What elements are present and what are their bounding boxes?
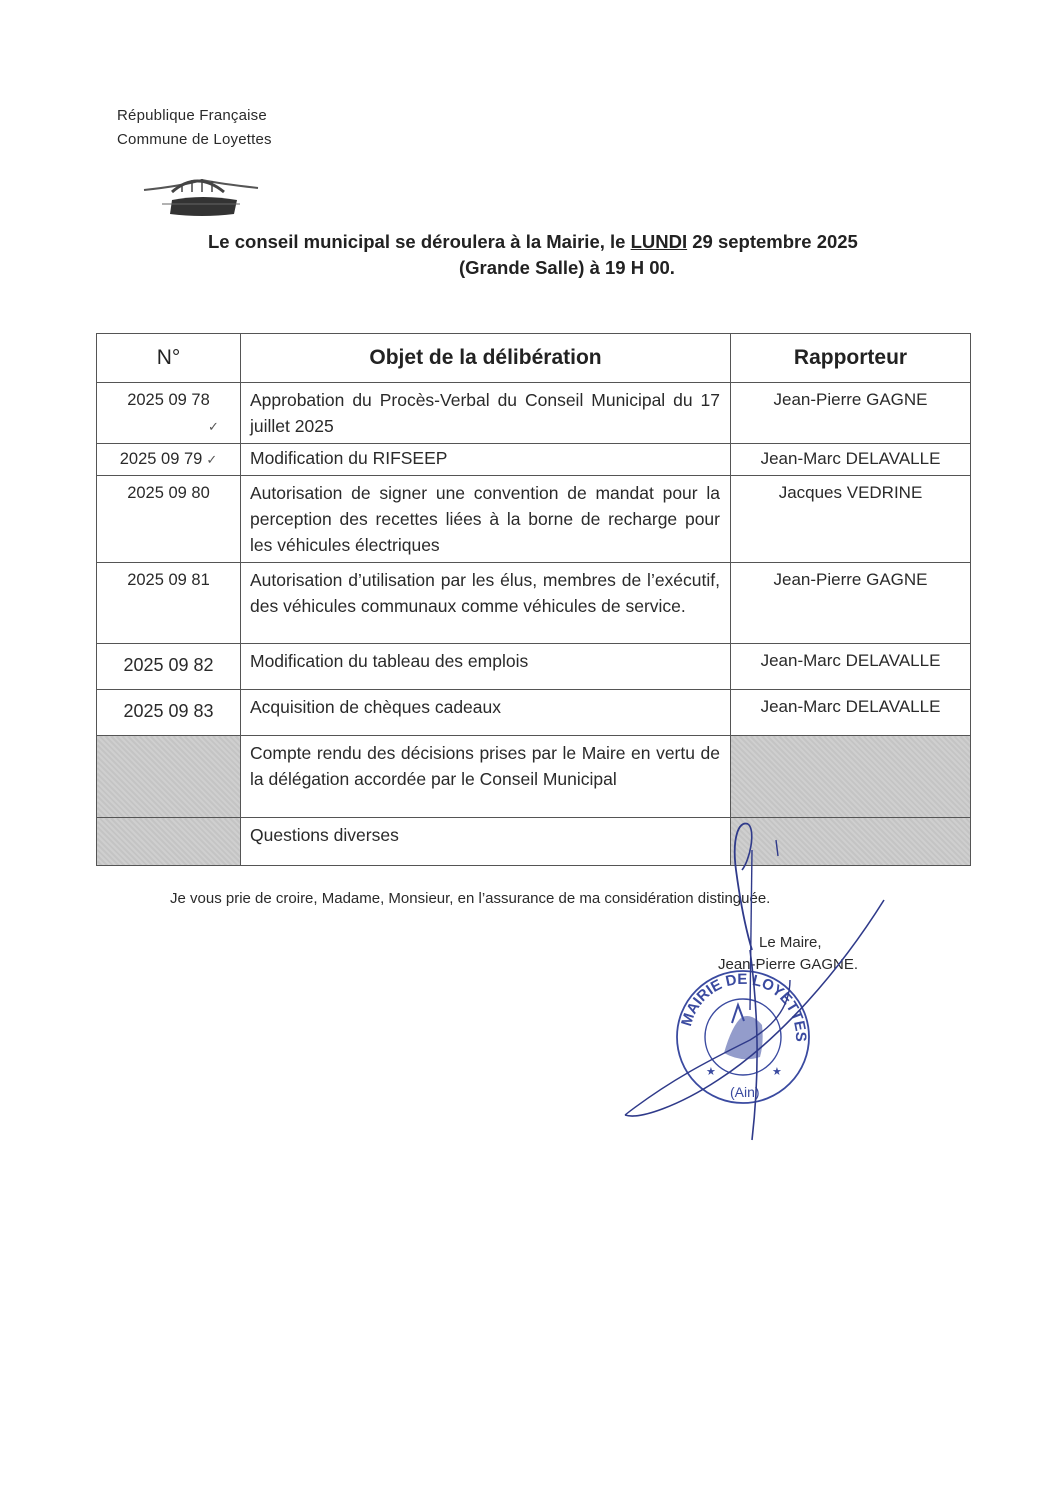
table-row	[97, 644, 971, 690]
row-rapporteur: Jean-Marc DELAVALLE	[731, 644, 971, 690]
row-rapporteur-shaded	[731, 736, 971, 818]
table-header-row	[97, 334, 971, 383]
header-num: N°	[97, 334, 241, 383]
row-objet: Acquisition de chèques cadeaux	[241, 690, 731, 736]
title-prefix: Le conseil municipal se déroulera à la Mairie, le	[208, 231, 631, 252]
table-row	[97, 690, 971, 736]
republic-label: République Française	[117, 107, 267, 124]
svg-text:★: ★	[772, 1066, 782, 1078]
header-rapporteur: Rapporteur	[731, 334, 971, 383]
row-num: 2025 09 79 ✓	[97, 444, 241, 476]
stamp-region: (Ain)	[730, 1084, 760, 1100]
row-rapporteur: Jean-Pierre GAGNE	[731, 563, 971, 644]
row-objet: Compte rendu des décisions prises par le Maire en vertu de la délégation accordée par le Conseil Municipal	[241, 736, 731, 818]
signature-title: Le Maire,	[759, 934, 822, 951]
header-objet: Objet de la délibération	[241, 334, 731, 383]
row-objet: Autorisation d’utilisation par les élus, membres de l’exécutif, des véhicules communaux comme véhicules de service.	[241, 563, 731, 644]
row-num: 2025 09 78 ✓	[97, 383, 241, 444]
table-row	[97, 383, 971, 444]
row-num: 2025 09 81	[97, 563, 241, 644]
stamp-text: MAIRIE DE LOYETTES	[678, 970, 810, 1042]
row-rapporteur: Jacques VEDRINE	[731, 476, 971, 563]
table-row	[97, 736, 971, 818]
row-rapporteur: Jean-Marc DELAVALLE	[731, 690, 971, 736]
row-num: 2025 09 82	[97, 644, 241, 690]
check-mark-icon: ✓	[208, 419, 219, 434]
row-num: 2025 09 80	[97, 476, 241, 563]
closing-sentence: Je vous prie de croire, Madame, Monsieur, en l’assurance de ma considération distinguée.	[170, 890, 771, 907]
row-objet: Questions diverses	[241, 818, 731, 866]
title-line-2: (Grande Salle) à 19 H 00.	[459, 257, 675, 278]
bridge-logo	[142, 174, 262, 224]
row-num-shaded	[97, 736, 241, 818]
title-line-1	[208, 231, 858, 253]
row-rapporteur: Jean-Marc DELAVALLE	[731, 444, 971, 476]
signature-name: Jean-Pierre GAGNE.	[718, 956, 859, 973]
row-num: 2025 09 83	[97, 690, 241, 736]
commune-label: Commune de Loyettes	[117, 131, 272, 148]
row-objet: Approbation du Procès-Verbal du Conseil Municipal du 17 juillet 2025	[241, 383, 731, 444]
table-row	[97, 563, 971, 644]
row-objet: Autorisation de signer une convention de mandat pour la perception des recettes liées à la borne de recharge pour les véhicules électriques	[241, 476, 731, 563]
svg-text:★: ★	[706, 1066, 716, 1078]
row-rapporteur: Jean-Pierre GAGNE	[731, 383, 971, 444]
table-row	[97, 476, 971, 563]
check-mark-icon: ✓	[206, 452, 218, 467]
row-objet: Modification du tableau des emplois	[241, 644, 731, 690]
title-day: LUNDI	[630, 231, 688, 252]
row-num-shaded	[97, 818, 241, 866]
row-objet: Modification du RIFSEEP	[241, 444, 731, 476]
handwritten-signature	[600, 810, 900, 1150]
agenda-table	[96, 333, 971, 866]
title-date: 29 septembre 2025	[687, 231, 858, 252]
table-row	[97, 444, 971, 476]
